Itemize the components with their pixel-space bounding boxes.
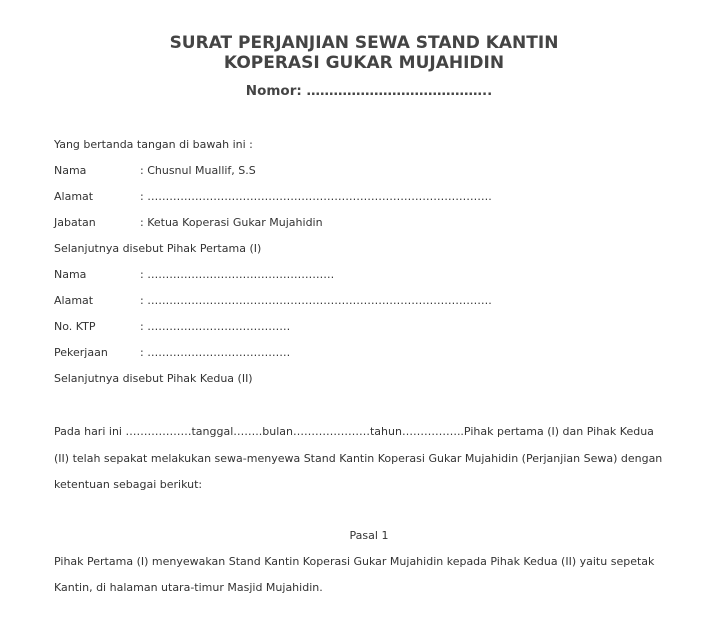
- body-paragraph-line-3: ketentuan sebagai berikut:: [54, 478, 203, 491]
- party1-address-label: Alamat: [54, 190, 94, 203]
- party1-name-value: : Chusnul Muallif, S.S: [140, 164, 256, 177]
- party2-name-label: Nama: [54, 268, 87, 281]
- party1-name-label: Nama: [54, 164, 87, 177]
- document-number: Nomor: …………………………………..: [245, 83, 493, 99]
- document-title-line-1: SURAT PERJANJIAN SEWA STAND KANTIN: [169, 33, 559, 53]
- party2-occupation-label: Pekerjaan: [54, 346, 108, 359]
- party1-position-value: : Ketua Koperasi Gukar Mujahidin: [140, 216, 323, 229]
- body-paragraph-line-2: (II) telah sepakat melakukan sewa-menyewa Stand Kantin Koperasi Gukar Mujahidin (Perjanjian Sewa) dengan: [54, 452, 663, 465]
- party2-name-value: : ……………………………………………: [140, 268, 335, 281]
- party2-ktp-value: : …………………………………: [140, 320, 291, 333]
- party1-address-value: : ………………………………………………………………………………….: [140, 190, 492, 203]
- intro-text: Yang bertanda tangan di bawah ini :: [54, 138, 253, 151]
- article-1-heading: Pasal 1: [349, 529, 389, 542]
- article-1-line-1: Pihak Pertama (I) menyewakan Stand Kantin Koperasi Gukar Mujahidin kepada Pihak Kedua (II) yaitu sepetak: [54, 555, 655, 568]
- party2-ktp-label: No. KTP: [54, 320, 96, 333]
- party2-address-value: : ………………………………………………………………………………….: [140, 294, 492, 307]
- party1-position-label: Jabatan: [54, 216, 96, 229]
- article-1-line-2: Kantin, di halaman utara-timur Masjid Mujahidin.: [54, 581, 323, 594]
- party2-occupation-value: : …………………………………: [140, 346, 291, 359]
- party1-closing: Selanjutnya disebut Pihak Pertama (I): [54, 242, 262, 255]
- document-title-line-2: KOPERASI GUKAR MUJAHIDIN: [223, 53, 505, 73]
- party2-closing: Selanjutnya disebut Pihak Kedua (II): [54, 372, 253, 385]
- party2-address-label: Alamat: [54, 294, 94, 307]
- body-paragraph-line-1: Pada hari ini ………………tanggal……..bulan…………………tahun……………..Pihak pertama (I) dan Pihak Kedua: [54, 425, 654, 438]
